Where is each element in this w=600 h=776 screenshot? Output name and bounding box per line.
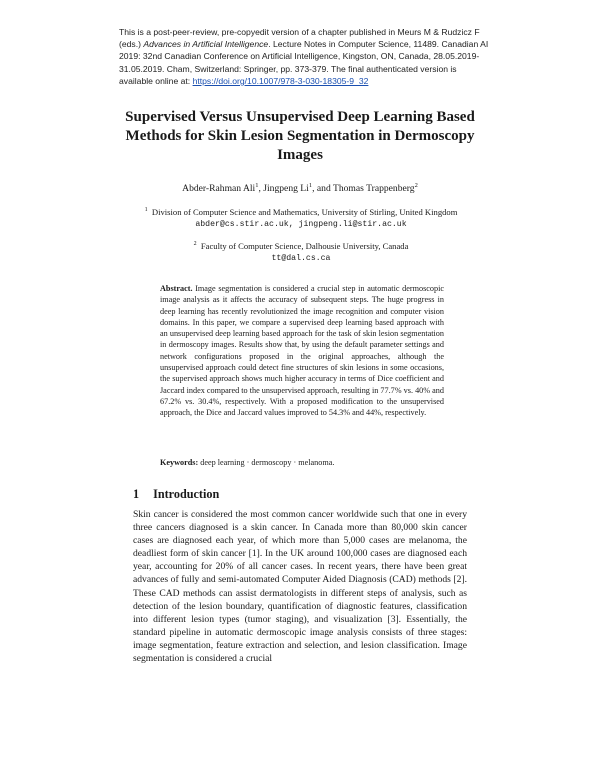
- abstract-text: Image segmentation is considered a crucial step in automatic dermoscopic image analysis as it affects the accuracy of subsequent steps. The huge progress in deep learning has recently revolutionized the image recognition and computer vision domains. In this paper, we compare a supervised deep learning based approach with an unsupervised deep learning based approach for the task of skin lesion segmentation in dermoscopy images. Results show that, by using the default parameter settings and network configurations proposed in the original approaches, although the unsupervised approach could detect fine structures of skin lesions in some occasions, the supervised approach shows much higher accuracy in terms of Dice coefficient and Jaccard index compared to the unsupervised approach, resulting in 77.7% vs. 40% and 67.2% vs. 30.4%, respectively. With a proposed modification to the unsupervised approach, the Dice and Jaccard values improved to 54.3% and 44%, respectively.: [160, 284, 444, 418]
- affiliation-2: [140, 239, 462, 265]
- affiliation-mark: 2: [193, 241, 197, 247]
- author-affil-mark: 1: [308, 182, 313, 189]
- notice-text-before: This is a post-peer-review, pre-copyedit version of a chapter published in Meurs M & Rudzicz F (eds.): [119, 27, 480, 50]
- author-name: Abder-Rahman Ali: [182, 183, 256, 195]
- section-title: Introduction: [153, 487, 220, 501]
- keywords-text: deep learning · dermoscopy · melanoma.: [200, 458, 335, 467]
- affiliation-institution: Division of Computer Science and Mathematics, University of Stirling, United Kingdom: [151, 206, 458, 217]
- affiliation-institution: Faculty of Computer Science, Dalhousie University, Canada: [200, 240, 409, 251]
- doi-link[interactable]: https://doi.org/10.1007/978-3-030-18305-9_32: [192, 75, 369, 86]
- keywords-label: Keywords:: [160, 458, 199, 467]
- abstract: [160, 283, 444, 419]
- notice-text-after: . Lecture Notes in Computer Science, 11489. Canadian AI 2019: 32nd Canadian Conference on Artificial Intelligence, Kingston, ON, Canada, 28.05.2019-31.05.2019. Cham, Switzerland: Springer, pp. 373-379. The final authenticated version is available online at:: [119, 39, 489, 86]
- keywords: [160, 458, 444, 467]
- section-heading: [133, 487, 233, 502]
- author-name: Thomas Trappenberg: [332, 183, 415, 195]
- affiliation-1: [140, 205, 462, 231]
- introduction-paragraph: Skin cancer is considered the most common cancer worldwide such that one in every three cancers diagnosed is a skin cancer. In Canada more than 80,000 skin cancer cases are diagnosed each year, of which more than 5,000 cases are melanoma, the deadliest form of skin cancer [1]. In the UK around 100,000 cases are diagnosed each year, accounting for 20% of all cancer cases. In recent years, there have been great advances of fully and semi-automated Computer Aided Diagnosis (CAD) methods [2]. These CAD methods can assist dermatologists in different steps of analysis, such as detection of the lesion boundary, quantification of diagnostic features, classification into different lesion types (tumor staging), and visualization [3]. Essentially, the standard pipeline in automatic dermoscopic image analysis consists of three stages: image segmentation, feature extraction and selection, and lesion classification. Image segmentation is considered a crucial: [133, 509, 467, 665]
- affiliation-mark: 1: [144, 207, 148, 213]
- paper-title: Supervised Versus Unsupervised Deep Learning Based Methods for Skin Lesion Segmentation in Dermoscopy Images: [125, 109, 475, 163]
- section-number: 1: [133, 487, 140, 501]
- author-affil-mark: 1: [255, 182, 259, 189]
- affiliation-emails: tt@dal.cs.ca: [271, 254, 331, 264]
- author-affil-mark: 2: [414, 182, 418, 189]
- notice-book-title: Advances in Artificial Intelligence: [143, 39, 269, 50]
- author-list: [120, 182, 480, 194]
- author-separator: ,: [258, 183, 264, 195]
- author-separator: , and: [312, 183, 333, 195]
- abstract-label: Abstract.: [160, 284, 193, 293]
- affiliation-emails: abder@cs.stir.ac.uk, jingpeng.li@stir.ac.uk: [195, 220, 407, 230]
- author-name: Jingpeng Li: [263, 183, 309, 195]
- publication-notice: [119, 26, 489, 87]
